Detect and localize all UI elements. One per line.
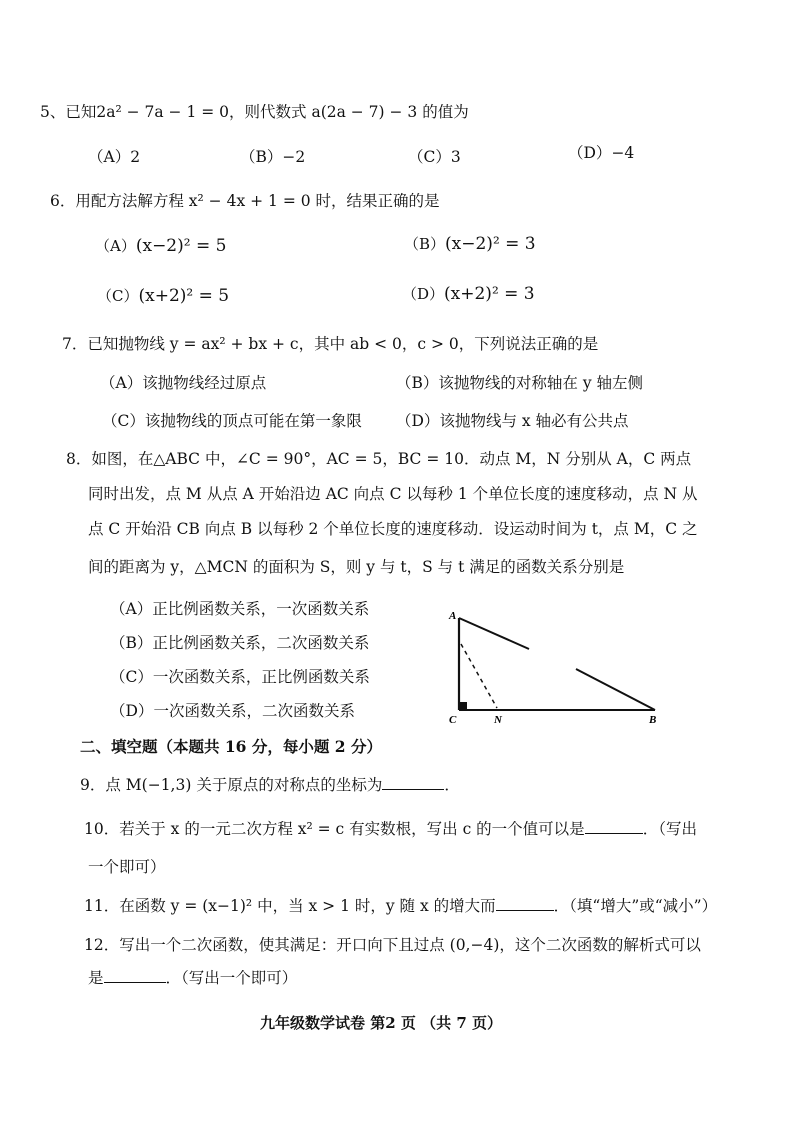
q7-option-a: （A）该抛物线经过原点 [100,374,267,392]
q5-option-c: （C）3 [408,148,461,166]
segment-ab-lower [576,669,655,710]
q6-option-d: （D）(x+2)² = 3 [402,284,535,304]
q6-option-a: （A）(x−2)² = 5 [95,236,227,256]
q9-answer-blank[interactable] [382,775,444,790]
q5-option-b: （B）−2 [240,148,306,166]
label-a: A [449,610,457,622]
q11-answer-blank[interactable] [496,896,554,911]
label-b: B [649,714,657,726]
q8-line-3: 点 C 开始沿 CB 向点 B 以每秒 2 个单位长度的速度移动．设运动时间为 t，点 M，C 之 [88,520,698,538]
q8-option-b: （B）正比例函数关系，二次函数关系 [110,634,370,652]
q8-option-d: （D）一次函数关系，二次函数关系 [110,702,355,720]
q6-option-b: （B）(x−2)² = 3 [404,234,536,254]
q8-line-2: 同时出发，点 M 从点 A 开始沿边 AC 向点 C 以每秒 1 个单位长度的速度移动，点 N 从 [88,485,698,503]
q12-answer-blank[interactable] [104,968,166,983]
q5-option-a: （A）2 [88,148,141,166]
q8-line-4: 间的距离为 y，△MCN 的面积为 S，则 y 与 t，S 与 t 满足的函数关系分别是 [88,558,625,576]
q5-stem: 5、已知2a² − 7a − 1 = 0，则代数式 a(2a − 7) − 3 的值为 [40,103,469,121]
segment-mn-dashed [461,644,497,708]
label-n: N [494,714,502,726]
q10-answer-blank[interactable] [585,819,643,834]
q7-option-c: （C）该抛物线的顶点可能在第一象限 [102,412,362,430]
q8-option-a: （A）正比例函数关系，一次函数关系 [110,600,370,618]
section-2-heading: 二、填空题（本题共 16 分，每小题 2 分） [80,737,382,756]
q10-line-2: 一个即可） [88,858,166,876]
page-footer: 九年级数学试卷 第2 页 （共 7 页） [260,1014,502,1032]
segment-ab-upper [459,618,529,649]
label-c: C [449,714,457,726]
q6-option-c: （C）(x+2)² = 5 [97,286,230,306]
q9: 9．点 M(−1,3) 关于原点的对称点的坐标为 ． [80,776,460,794]
q7-stem: 7．已知抛物线 y = ax² + bx + c，其中 ab < 0，c > 0，下列说法正确的是 [62,335,599,353]
q8-line-1: 8．如图，在△ABC 中，∠C = 90°，AC = 5，BC = 10．动点 M，N 分别从 A，C 两点 [66,450,692,468]
q12-line-2: 是 ．（写出一个即可） [88,969,298,987]
q7-option-d: （D）该抛物线与 x 轴必有公共点 [396,412,629,430]
q11: 11．在函数 y = (x−1)² 中，当 x > 1 时，y 随 x 的增大而 ．（填“增大”或“减小”） [84,897,718,915]
q7-option-b: （B）该抛物线的对称轴在 y 轴左侧 [396,374,644,392]
q8-option-c: （C）一次函数关系，正比例函数关系 [110,668,370,686]
right-angle-mark [460,702,467,709]
q6-stem: 6．用配方法解方程 x² − 4x + 1 = 0 时，结果正确的是 [50,192,440,210]
q10: 10．若关于 x 的一元二次方程 x² = c 有实数根，写出 c 的一个值可以是 ．（写出 [84,820,697,838]
q5-option-d: （D）−4 [568,144,635,162]
q12-line-1: 12．写出一个二次函数，使其满足：开口向下且过点 (0,−4)，这个二次函数的解析式可以 [84,936,701,954]
triangle-figure [443,606,673,728]
